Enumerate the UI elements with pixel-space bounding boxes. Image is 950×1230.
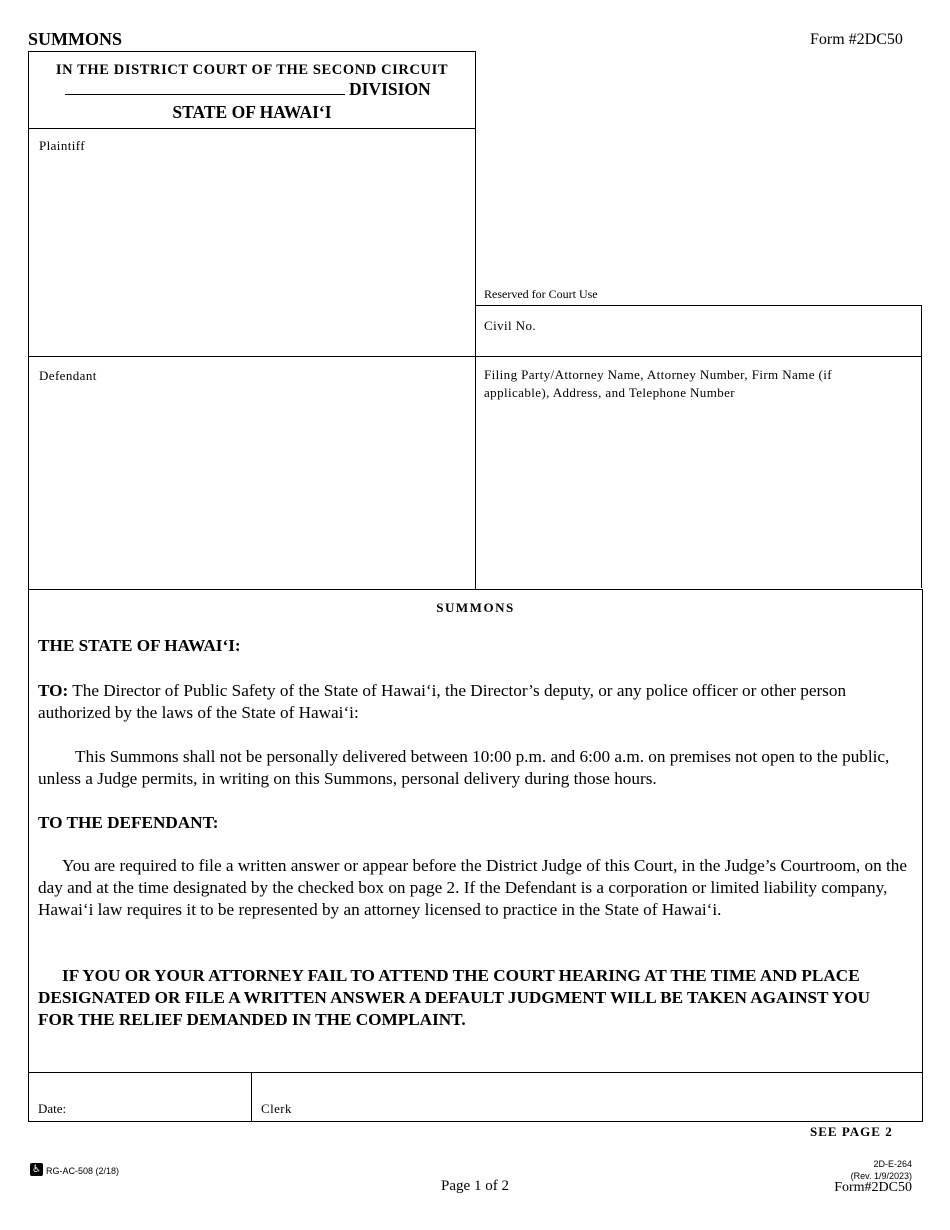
form-number: Form #2DC50 (810, 31, 903, 48)
defendant-field[interactable] (28, 356, 476, 589)
page-number: Page 1 of 2 (441, 1178, 509, 1194)
division-label: DIVISION (349, 79, 431, 99)
rg-code: RG-AC-508 (2/18) (46, 1166, 120, 1176)
default-warning: IF YOU OR YOUR ATTORNEY FAIL TO ATTEND THE COURT HEARING AT THE TIME AND PLACE DESIGNATED OR FILE A WRITTEN ANSWER A DEFAULT JUDGMENT WILL BE TAKEN AGAINST YOU FOR THE RELIEF DEMANDED IN THE COMPLAINT. (38, 966, 871, 1029)
plaintiff-label: Plaintiff (39, 138, 85, 153)
defendant-label: Defendant (39, 368, 97, 383)
summons-heading: SUMMONS (436, 600, 515, 615)
summons-section (28, 589, 923, 1073)
see-page-note: SEE PAGE 2 (810, 1124, 893, 1139)
state-name: STATE OF HAWAI‘I (172, 102, 332, 122)
civil-number-label: Civil No. (484, 318, 536, 333)
delivery-paragraph: This Summons shall not be personally delivered between 10:00 p.m. and 6:00 a.m. on premises not open to the public, unless a Judge permits, in writing on this Summons, personal delivery during those hours. (38, 747, 890, 788)
clerk-field[interactable] (261, 1101, 292, 1117)
defendant-paragraph: You are required to file a written answer or appear before the District Judge of this Court, in the Judge’s Courtroom, on the day and at the time designated by the checked box on page 2. If the Defendant is a corporation or limited liability company, Hawai‘i law requires it to be represented by an attorney licensed to practice in the State of Hawai‘i. (38, 856, 908, 919)
filing-party-label: Filing Party/Attorney Name, Attorney Number, Firm Name (if applicable), Address, and Telephone Number (484, 367, 832, 400)
revision-code-line2: (Rev. 1/9/2023) (850, 1171, 912, 1181)
division-blank[interactable] (65, 80, 345, 95)
to-label: TO: (38, 681, 69, 700)
plaintiff-field[interactable] (28, 128, 476, 356)
footer-form-number: Form#2DC50 (834, 1180, 912, 1195)
reserved-court-use-label: Reserved for Court Use (484, 287, 598, 301)
filing-party-field[interactable] (475, 356, 922, 588)
date-field[interactable] (38, 1101, 66, 1117)
wheelchair-icon: ♿ (30, 1163, 43, 1176)
division-line (65, 79, 431, 100)
court-name: IN THE DISTRICT COURT OF THE SECOND CIRCUIT (55, 62, 449, 78)
signature-divider (251, 1073, 252, 1121)
defendant-heading: TO THE DEFENDANT: (38, 813, 219, 832)
clerk-label: Clerk (261, 1101, 292, 1116)
revision-code (800, 1158, 912, 1182)
state-heading: THE STATE OF HAWAI‘I: (38, 636, 241, 655)
signature-row (28, 1072, 923, 1122)
civil-number-field[interactable] (475, 305, 922, 357)
date-label: Date: (38, 1101, 67, 1116)
to-text: The Director of Public Safety of the State of Hawai‘i, the Director’s deputy, or any police officer or other person authorized by the laws of the State of Hawai‘i: (38, 681, 847, 722)
revision-code-line1: 2D-E-264 (873, 1159, 912, 1169)
to-paragraph (38, 680, 910, 724)
form-title: SUMMONS (28, 29, 122, 49)
court-caption (28, 51, 476, 129)
